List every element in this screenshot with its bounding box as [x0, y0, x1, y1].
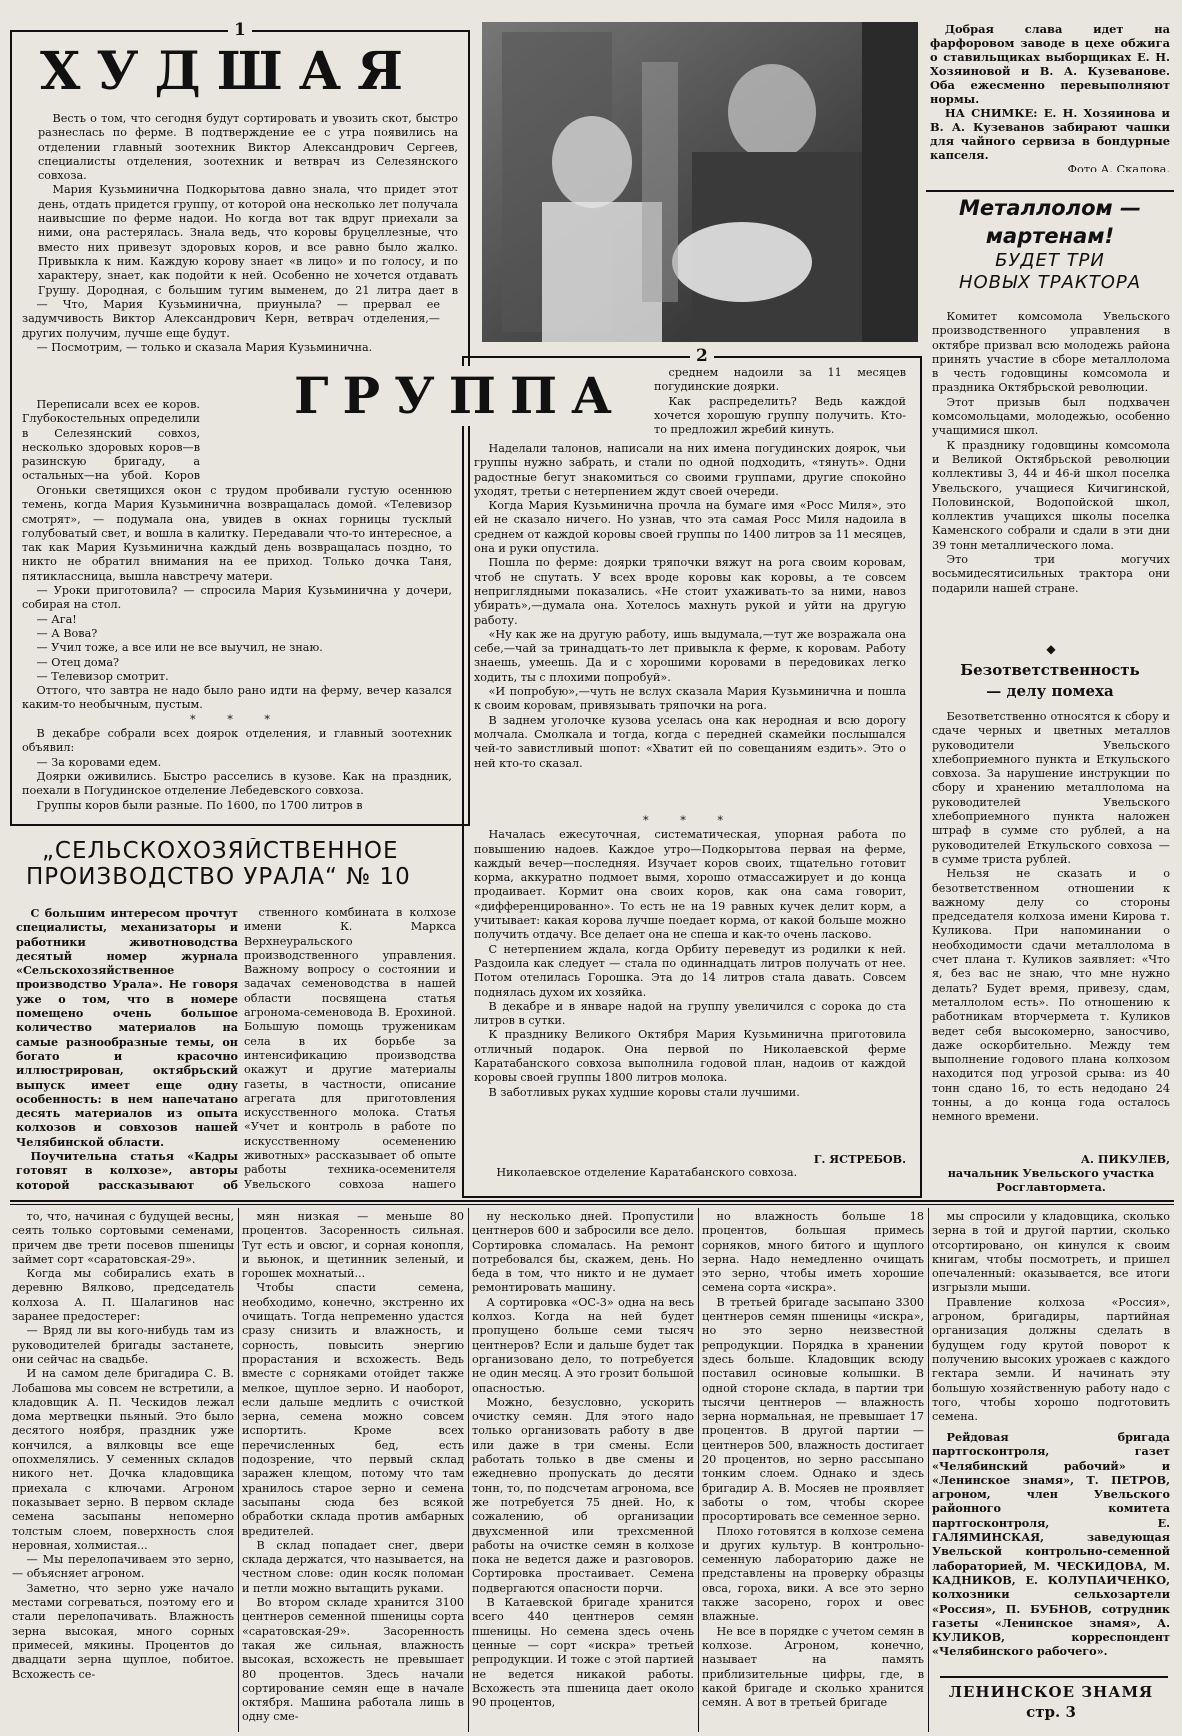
metal-paragraph: Это три могучих восьмидесятисильных трактора они подарили нашей стране.	[932, 553, 1170, 595]
story1-paragraph: В декабре собрали всех доярок отделения, и главный зоотехник объявил:	[22, 727, 452, 755]
story2-paragraph: В заботливых руках худшие коровы стали лучшими.	[488, 1085, 800, 1099]
seeds-paragraph: ну несколько дней. Пропустили центнеров 600 и забросили все дело. Сортировка сломалась. На ремонт потребовался бы, скажем, день. Но беда в том, что никто и не думает ремонтировать машину.	[472, 1210, 694, 1295]
story1-paragraph: — Отец дома?	[36, 655, 120, 669]
story1-paragraph: Весть о том, что сегодня будут сортировать и увозить скот, быстро разнеслась по ферме. В подтверждение ее с утра появились на отделении главный зоотехник Виктор Александрович Сергеев, специалисты отделения, зоотехник и ветврач из Селезянского совхоза.	[38, 112, 458, 183]
metal-paragraph: К празднику годовщины комсомола и Великой Октябрьской революции коллективы 3, 44 и 46-й школ поселка Увельского, учащиеся Кичигинской, Половинской, Водопойской школ, коллектив учащихся школы поселка Каменского собрали и сдали в эти дни 39 тонн металлического лома.	[932, 438, 1170, 552]
metal-heading	[926, 194, 1174, 304]
magazine-title-line2: ПРОИЗВОДСТВО УРАЛА“ № 10	[26, 864, 411, 890]
photo-image	[482, 22, 918, 342]
story2-signature: Г. ЯСТРЕБОВ.	[813, 1152, 906, 1166]
story1-paragraph: — Посмотрим, — только и сказала Мария Кузьминична.	[36, 340, 373, 354]
seeds-paragraph: Правление колхоза «Россия», агроном, бригадиры, партийная организация должны сделать в будущем году крутой поворот к получению высоких урожаев с каждого гектара земли. И начинать эту большую хозяйственную работу надо с того, чтобы хорошо подготовить семена.	[932, 1295, 1170, 1424]
seeds-raid-brigade	[932, 1430, 1170, 1666]
story2-number: 2	[690, 346, 714, 366]
story1-paragraph: — Учил тоже, а все или не все выучил, не знаю.	[36, 641, 323, 655]
metal-title-1: Металлолом —	[959, 196, 1141, 220]
magazine-paragraph: С большим интересом прочтут специалисты, механизаторы и работники животноводства десятый номер журнала «Сельскохозяйственное производство Урала». Не говоря уже о том, что в номере помещено очень большое количество материалов на самые разнообразные темы, он богато и красочно иллюстрирован, октябрьский выпуск имеет еще одну особенность: в нем напечатано десять материалов из опыта колхозов и совхозов нашей Челябинской области.	[16, 906, 238, 1149]
story2-paragraph: Когда Мария Кузьминична прочла на бумаге имя «Росс Миля», это ей не сказало ничего. Но узнав, что эта самая Росс Миля надоила в среднем от каждой коровы своей группы по 1400 литров за 11 месяцев, она и руки опустила.	[474, 499, 906, 556]
metal-position: начальник Увельского участка Росглавтормета.	[947, 1166, 1155, 1192]
story2-paragraph: Началась ежесуточная, систематическая, упорная работа по повышению надоев. Каждое утро—Подкорытова первая на ферме, каждый вечер—последняя. Изучает коров своих, тщательно готовит корма, аккуратно подмоет вымя, хорошо отмассажирует и до конца продаивает. Кормит она своих коров, как она сама говорит, «дифференцированно». То есть не на 19 равных кучек делит корм, а учитывает: какая корова лучше поедает корма, от какой больше можно получить отдачу. Все делает она не спеша и как-то очень ласково.	[474, 828, 906, 942]
story2-signature-block	[474, 1152, 906, 1188]
metal-body	[932, 310, 1170, 642]
story1-paragraph: Переписали всех ее коров. Глубокостельных определили в Селезянский совхоз, несколько здоровых коров—в разинскую бригаду, а остальных—на убой. Коров	[22, 398, 200, 483]
metal-paragraph: Этот призыв был подхвачен комсомольцами, молодежью, особенно учащимися школ.	[932, 395, 1170, 438]
story2-body	[474, 442, 906, 812]
story2-paragraph: В декабре и в январе надой на группу увеличился с сорока до ста литров в сутки.	[474, 999, 906, 1028]
seeds-col3	[472, 1210, 694, 1730]
seeds-paragraph: Заметно, что зерно уже начало местами согреваться, поэтому его и стали перелопачивать. Влажность зерна высокая, много сорных примесей, мякины. Процентов до двадцати зерна щуплое, побитое. Всхожесть се-	[12, 1581, 234, 1681]
metal-diamond: ◆	[1046, 642, 1056, 656]
metal-paragraph: Безответственно относятся к сбору и сдаче черных и цветных металлов руководители Увельского хлебоприемного пункта и Еткульского совхоза. За нарушение инструкции по сбору и хранению металлолома на руководителей Увельского хлебоприемного пункта наложен штраф в сумме сто рублей, а на руководителей Еткульского совхоза — в сумме триста рублей.	[932, 710, 1170, 866]
metal-title-2: мартенам!	[985, 224, 1115, 248]
story1-paragraph: Мария Кузьминична Подкорытова давно знала, что придет этот день, отдать придется группу, от которой она несколько лет получала наивысшие по ферме надои. Но когда вот так вдруг приехали за ними, она растерялась. Знала ведь, что коровы бруцеллезные, что вместо них привезут здоровых коров, и все равно было жалко. Привыкла к ним. Каждую корову знает «в лицо» и по голосу, и по характеру, знает, как подойти к ней. Особенно не хочется отдавать Грушу. Дородная, с большим тугим выменем, до 21 литра дает в	[38, 183, 458, 297]
seeds-paragraph: В третьей бригаде засыпано 3300 центнеров семян пшеницы «искра», но это зерно неизвестной репродукции. Порядка в хранении здесь больше. Кладовщик всюду поставил осиновые колышки. В одной стороне склада, в партии три тысячи центнеров — влажность зерна нормальная, не превышает 17 процентов. В другой партии — центнеров 500, влажность достигает 20 процентов, но зерно рассыпано тонким слоем. Однако и здесь бригадир А. В. Мосяев не проявляет заботы о том, чтобы скорее просортировать все семенное зерно.	[702, 1295, 924, 1524]
story1-body-indent	[22, 398, 200, 484]
story2-paragraph: В заднем уголочке кузова уселась она как неродная и всю дорогу молчала. Смолкала и тогда, когда с передней скамейки послышался чей-то завистливый шопот: «Хватит ей по совещаниям ездить». Это о ней кто-то сказал.	[474, 713, 906, 770]
story2-body-top	[654, 366, 906, 442]
raid-brigade-signature: Рейдовая бригада партгосконтроля, газет «Челябинский рабочий» и «Ленинское знамя», Т. ПЕТРОВ, агроном, член Увельского районного комитета партгосконтроля, Е. ГАЛЯМИНСКАЯ, заведующая Увельской контрольно-семенной лабораторией, М. ЧЕСКИДОВА, М. КАДНИКОВ, Е. КОЛУПАИЧЕНКО, колхозники сельхозартели «Россия», П. БУБНОВ, сотрудник газеты «Ленинское знамя», А. КУЛИКОВ, корреспондент «Челябинского рабочего».	[932, 1430, 1170, 1659]
photo	[482, 22, 918, 342]
seeds-paragraph: Не все в порядке с учетом семян в колхозе. Агроном, конечно, называет на память приблизительные цифры, где, в какой бригаде и сколько хранится семян. А вот в третьей бригаде	[702, 1624, 924, 1710]
story1-paragraph: — Уроки приготовила? — спросила Мария Кузьминична у дочери, собирая на стол.	[22, 584, 452, 612]
story2-paragraph: Пошла по ферме: доярки тряпочки вяжут на рога своим коровам, чтоб не спутать. У всех вроде коровы как коровы, а те совсем неприглядными показались. «Не стоит ухаживать-то за ними, навоз убирать»,—думала она. Хотелось махнуть рукой и уйти на другую работу.	[474, 556, 906, 627]
metal-paragraph: Нельзя не сказать и о безответственном отношении к важному делу со стороны председателя колхоза имени Кирова т. Куликова. При напоминании о необходимости сдачи металлолома в счет плана т. Куликов заявляет: «Что я, без вас не знаю, что мне нужно делать? Будет время, привезу, сдам, металлолом есть». По отношению к работникам вторчермета т. Куликов ведет себя высокомерно, заносчиво, даже оскорбительно. Между тем выполнение годового плана колхозом находится под угрозой срыва: из 40 тонн сдано 16, то есть недодано 24 тонны, а до конца года осталось немного времени.	[932, 867, 1170, 1124]
magazine-col2	[244, 906, 456, 1190]
story2-paragraph: Наделали талонов, написали на них имена погудинских доярок, чьи группы нужно забрать, и стали по одной подходить, «тянуть». Одни радостные бегут знакомиться со своими группами, другие спокойно уходят, третьи с нетерпением ждут своей очереди.	[474, 442, 906, 498]
footer-rule	[940, 1676, 1168, 1678]
seeds-col4	[702, 1210, 924, 1730]
metal-sub-4: — делу помеха	[986, 682, 1114, 700]
story1-paragraph: — А Вова?	[36, 626, 98, 640]
seeds-paragraph: — Вряд ли вы кого-нибудь там из руководителей бригады застанете, они сейчас на свадьбе.	[12, 1324, 234, 1366]
metal-heading-2	[926, 660, 1174, 708]
seeds-paragraph: то, что, начиная с будущей весны, сеять только сортовыми семенами, причем две трети посевов пшеницы займет сорт «саратовская-29».	[12, 1210, 234, 1266]
caption-text: Добрая слава идет на фарфоровом заводе в цехе обжига о ставильщиках выборщиках Е. Н. Хозяиновой и В. А. Кузеванове. Оба ежесменно перевыполняют нормы.	[930, 22, 1170, 106]
story1-paragraph: — Ага!	[36, 612, 77, 626]
story1-body	[38, 112, 458, 298]
col-rule-4	[928, 1208, 929, 1732]
story1-number: 1	[228, 20, 252, 40]
story2-paragraph: С нетерпением ждала, когда Орбиту переведут из родилки к ней. Раздоила как следует — стала по одиннадцать литров получать от нее. Потом отелилась Горошка. Эта до 14 литров стала давать. Совсем поднялась духом их хозяйка.	[474, 942, 906, 999]
seeds-paragraph: — Мы перелопачиваем это зерно, — объясняет агроном.	[12, 1553, 234, 1581]
footer-page: стр. 3	[1026, 1703, 1076, 1721]
seeds-paragraph: Можно, безусловно, ускорить очистку семян. Для этого надо только организовать работу в две или даже в три смены. Если работать только в две смены и ежедневно пропускать до десяти тонн, то, по подсчетам агронома, все же потребуется 75 дней. Но, к сожалению, об организации двухсменной или трехсменной работы на очистке семян в колхозе пока не ведется даже и разговоров. Сортировка простаивает. Семена подвергаются опасности порчи.	[472, 1395, 694, 1595]
story2-paragraph: Как распределить? Ведь каждой хочется хорошую группу получить. Кто-то предложил жребий кинуть.	[654, 394, 906, 437]
story1-paragraph: Огоньки светящихся окон с трудом пробивали густую осеннюю темень, когда Мария Кузьминична возвращалась домой. «Телевизор смотрят», — подумала она, увидев в окнах горницы тусклый голубоватый свет, и вошла в калитку. Передавали что-то интересное, а так как Мария Кузьминична каждый день возвращалась поздно, то никто не обратил внимания на ее приход. Только дочка Таня, пятиклассница, вышла навстречу матери.	[22, 484, 452, 583]
seeds-col1	[12, 1210, 234, 1730]
col-rule-2	[468, 1208, 469, 1732]
metal-sub-2: НОВЫХ ТРАКТОРА	[958, 272, 1142, 293]
seeds-paragraph: Плохо готовятся в колхозе семена и других культур. В контрольно-семенную лабораторию даже не представлены на проверку образцы овса, гороха, вики. А все это зерно также засорено, горох и овес влажные.	[702, 1524, 924, 1624]
story2-paragraph: «Ну как же на другую работу, ишь выдумала,—тут же возражала она себе,—чай за тринадцать-то лет привыкла к ферме, к коровам. Работу знаешь, умеешь. Да и с хорошими коровами в передовиках легко ходить, ты с плохими попробуй».	[474, 627, 906, 684]
col-rule-3	[698, 1208, 699, 1732]
seeds-paragraph: но влажность больше 18 процентов, большая примесь сорняков, много битого и щуплого зерна. Надо немедленно очищать это зерно, чтобы иметь хорошие семена сорта «искра».	[702, 1210, 924, 1295]
story2-body-lower	[474, 814, 906, 1154]
right-rule-top	[926, 190, 1174, 192]
seeds-paragraph: А сортировка «ОС-3» одна на весь колхоз. Когда на ней будет пропущено больше семи тысяч центнеров? Если и дальше будет так организовано дело, то потребуется не один месяц. А это грозит большой опасностью.	[472, 1295, 694, 1395]
seeds-paragraph: мы спросили у кладовщика, сколько зерна в той и другой партии, сколько отсортировано, он кинулся к своим книгам, чтобы посмотреть, и пришел опечаленный: оказывается, все итоги изгрызли мыши.	[932, 1210, 1170, 1295]
col-rule-1	[238, 1208, 239, 1732]
metal-sub-3: Безответственность	[960, 661, 1140, 679]
story2-paragraph: среднем надоили за 11 месяцев погудинские доярки.	[654, 366, 906, 394]
magazine-paragraph: Поучительна статья «Кадры готовят в колхозе», авторы которой рассказывают об	[16, 1149, 238, 1190]
metal-signature-block	[932, 1152, 1170, 1192]
metal-paragraph: Комитет комсомола Увельского производственного управления в октябре призвал всю молодежь района принять участие в сборе металлолома в честь годовщины комсомола и праздника Октябрьской революции.	[932, 310, 1170, 395]
story1-paragraph: Оттого, что завтра не надо было рано идти на ферму, вечер казался каким-то необычным, пустым.	[22, 684, 452, 712]
story2-paragraph: «И попробую»,—чуть не вслух сказала Мария Кузьминична и пошла к своим коровам, привязывать тряпочки на рога.	[474, 685, 906, 713]
seeds-paragraph: И на самом деле бригадира С. В. Лобашова мы совсем не встретили, а кладовщик А. П. Ческидов лежал дома мертвецки пьяный. Это было десятого ноября, праздник уже кончился, а вялковцы все еще опохмелялись. У семенных складов никого нет. Дочка кладовщика приехала с ключами. Агроном показывает зерно. В первом складе семена засыпаны непомерно толстым слоем, поверхность слоя неровная, холмистая...	[12, 1367, 234, 1552]
seeds-paragraph: В склад попадает снег, двери склада держатся, что называется, на честном слове: один косяк поломан и петли можно вытащить руками.	[242, 1538, 464, 1595]
caption-subject: НА СНИМКЕ: Е. Н. Хозяинова и В. А. Кузеванов забирают чашки для чайного сервиза в бондурные капселя.	[930, 106, 1170, 162]
story2-headline: ГРУППА	[288, 366, 632, 426]
photo-credit: Фото А. Скалова.	[1067, 162, 1170, 172]
story1-headline: ХУДШАЯ	[40, 41, 419, 102]
seeds-col5	[932, 1210, 1170, 1430]
story1-paragraph: Доярки оживились. Быстро расселись в кузове. Как на праздник, поехали в Погудинское отделение Лебедевского совхоза.	[22, 769, 452, 798]
story2-department: Николаевское отделение Каратабанского совхоза.	[496, 1166, 798, 1180]
magazine-title-line1: „СЕЛЬСКОХОЗЯЙСТВЕННОЕ	[42, 838, 399, 864]
metal-body-2	[932, 710, 1170, 1152]
story1-paragraph: — За коровами едем.	[36, 755, 162, 769]
metal-sub-1: БУДЕТ ТРИ	[995, 250, 1105, 271]
story1-body-lower	[22, 484, 452, 814]
story2-paragraph: К празднику Великого Октября Мария Кузьминична приготовила отличный подарок. Она первой по Николаевской ферме Каратабанского совхоза выполнила годовой план, надоив от каждой коровы своей группы 1800 литров молока.	[474, 1028, 906, 1085]
footer-name: ЛЕНИНСКОЕ ЗНАМЯ	[948, 1683, 1154, 1701]
metal-signature: А. ПИКУЛЕВ,	[1080, 1152, 1170, 1166]
section-rule-2	[10, 1204, 1174, 1205]
seeds-paragraph: В Катаевской бригаде хранится всего 440 центнеров семян пшеницы. Но семена здесь очень ценные — сорт «искра» третьей репродукции. И тоже с этой партией не ведется никакой работы. Всхожесть эта пшеница дает около 90 процентов,	[472, 1596, 694, 1710]
seeds-paragraph: мян низкая — меньше 80 процентов. Засоренность сильная. Тут есть и овсюг, и сорная конопля, и вьюнок, и щетинник зеленый, и горошек мохнатый...	[242, 1210, 464, 1281]
story1-paragraph: Группы коров были разные. По 1600, по 1700 литров в	[36, 798, 363, 812]
seeds-col2	[242, 1210, 464, 1730]
photo-caption	[930, 22, 1170, 172]
magazine-title	[26, 838, 446, 898]
story1-paragraph: — Что, Мария Кузьминична, приуныла? — прервал ее задумчивость Виктор Александрович Керн, ветврач отделения,—других получим, лучше еще будут.	[22, 298, 440, 340]
story1-paragraph: — Телевизор смотрит.	[36, 669, 169, 683]
section-rule	[10, 1200, 1174, 1202]
seeds-paragraph: Во втором складе хранится 3100 центнеров семенной пшеницы сорта «саратовская-29». Засоренность такая же сильная, влажность высокая, всхожесть не превышает 80 процентов. Здесь начали сортирование семян еще в начале октября. Машина работала лишь в одну сме-	[242, 1596, 464, 1724]
section-break: * * *	[190, 712, 284, 726]
footer	[932, 1682, 1170, 1728]
section-break: * * *	[643, 814, 737, 827]
seeds-paragraph: Чтобы спасти семена, необходимо, конечно, экстренно их очищать. Тогда непременно удастся сразу снизить и влажность, и сорность, повысить энергию прорастания и всхожесть. Ведь вместе с сорняками отойдет также мелкое, щуплое зерно. И наоборот, если дальше медлить с очисткой зерна, семена можно совсем испортить. Кроме всех перечисленных бед, есть подозрение, что первый склад заражен клещом, потому что там хранилось старое зерно и семена засыпаны сюда без всякой обработки склада против амбарных вредителей.	[242, 1281, 464, 1538]
magazine-col1	[16, 906, 238, 1190]
seeds-paragraph: Когда мы собирались ехать в деревню Вялково, председатель колхоза А. П. Шалагинов нас заранее предостерег:	[12, 1267, 234, 1324]
magazine-paragraph: ственного комбината в колхозе имени К. Маркса Верхнеуральского производственного управления. Важному вопросу о состоянии и задачах семеноводства в нашей области посвящена статья агронома-семеновода В. Ерохиной. Большую помощь труженикам села в их борьбе за интенсификацию производства окажут и другие материалы газеты, в частности, описание агрегата для приготовления искусственного молока. Статья «Учет и контроль в работе по искусственному осеменению животных» рассказывает об опыте работы техника-осеменителя Увельского совхоза нашего	[244, 906, 456, 1190]
